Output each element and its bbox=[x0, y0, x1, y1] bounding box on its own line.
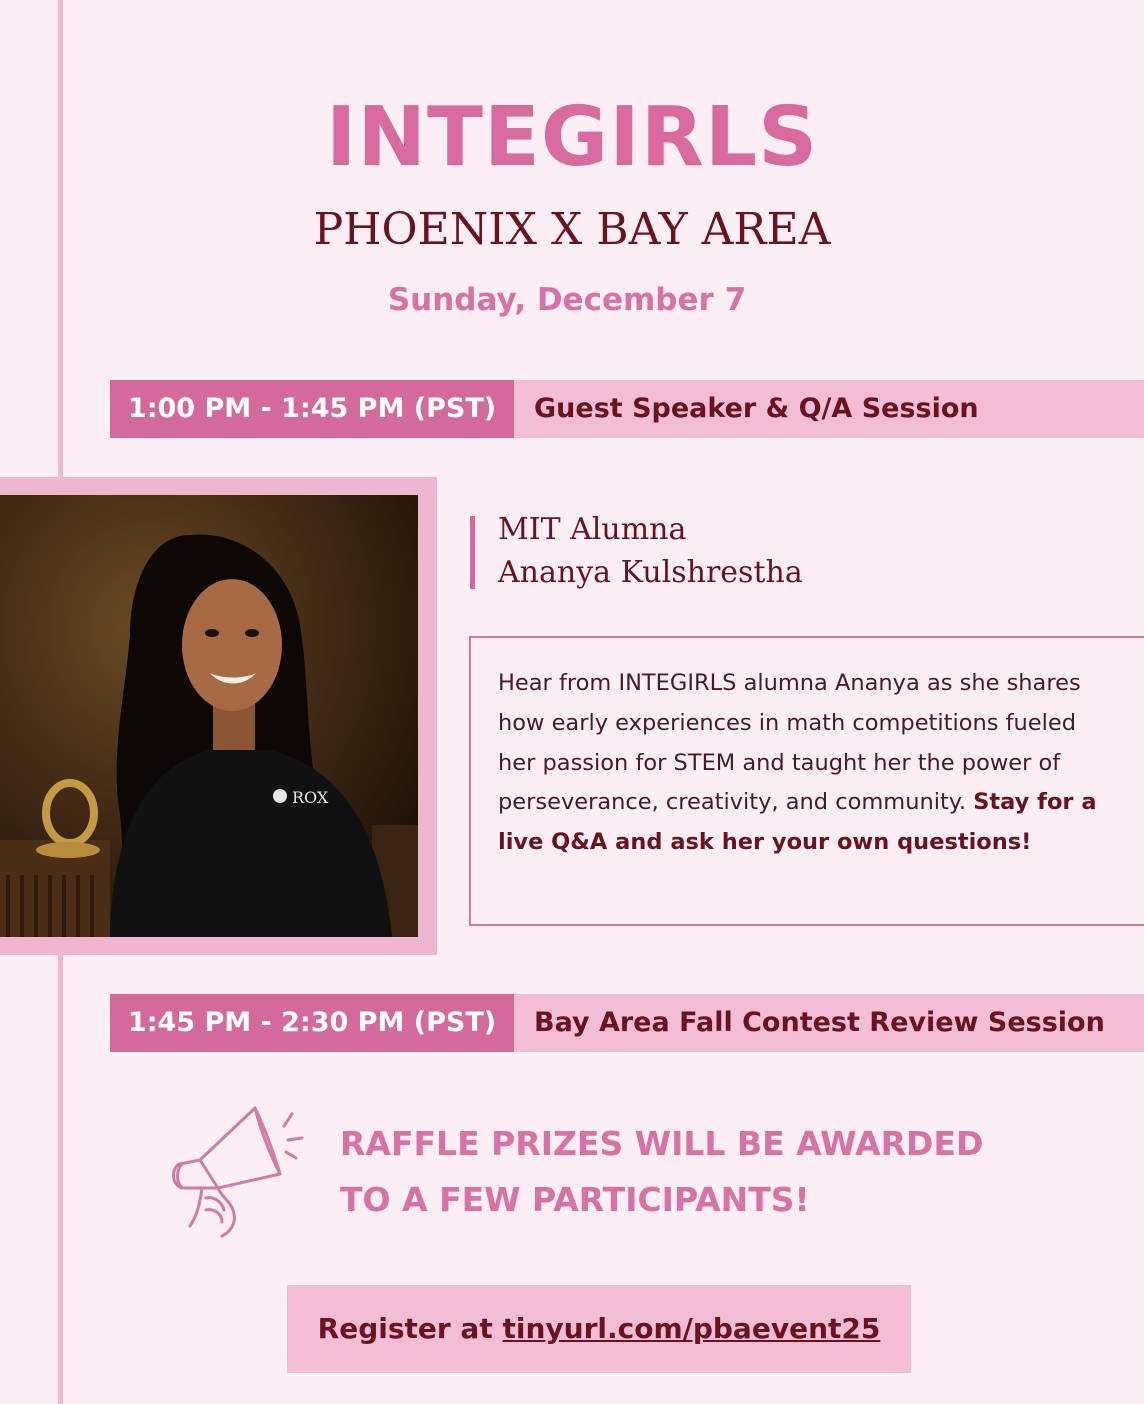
speaker-description bbox=[498, 664, 1098, 863]
raffle-line-2: TO A FEW PARTICIPANTS! bbox=[340, 1180, 810, 1219]
session-band-1 bbox=[110, 380, 1144, 438]
register-link[interactable]: tinyurl.com/pbaevent25 bbox=[502, 1312, 881, 1345]
register-prefix: Register at bbox=[317, 1312, 503, 1345]
event-date: Sunday, December 7 bbox=[387, 282, 747, 318]
speaker-photo bbox=[0, 495, 418, 937]
raffle-line-1: RAFFLE PRIZES WILL BE AWARDED bbox=[340, 1124, 984, 1163]
speaker-accent-bar bbox=[470, 516, 475, 589]
speaker-name: Ananya Kulshrestha bbox=[498, 555, 803, 590]
sweatshirt-logo: ROX bbox=[292, 788, 329, 807]
brand-title: INTEGIRLS bbox=[325, 90, 819, 185]
event-subtitle: PHOENIX X BAY AREA bbox=[313, 204, 831, 255]
session-1-title: Guest Speaker & Q/A Session bbox=[534, 393, 979, 424]
description-text: Hear from INTEGIRLS alumna Ananya as she shares how early experiences in math competitions fueled her passion for STEM and taught her the power of perseverance, creativity, and community. bbox=[498, 670, 1081, 816]
session-2-time: 1:45 PM - 2:30 PM (PST) bbox=[110, 994, 514, 1052]
session-band-2 bbox=[110, 994, 1144, 1052]
session-1-time: 1:00 PM - 1:45 PM (PST) bbox=[110, 380, 514, 438]
register-banner bbox=[287, 1285, 911, 1373]
session-2-title: Bay Area Fall Contest Review Session bbox=[534, 1007, 1105, 1038]
description-emphasis: Stay for a live Q&A and ask her your own questions! bbox=[498, 789, 1097, 856]
megaphone-icon bbox=[160, 1098, 310, 1248]
speaker-credential: MIT Alumna bbox=[498, 512, 687, 547]
